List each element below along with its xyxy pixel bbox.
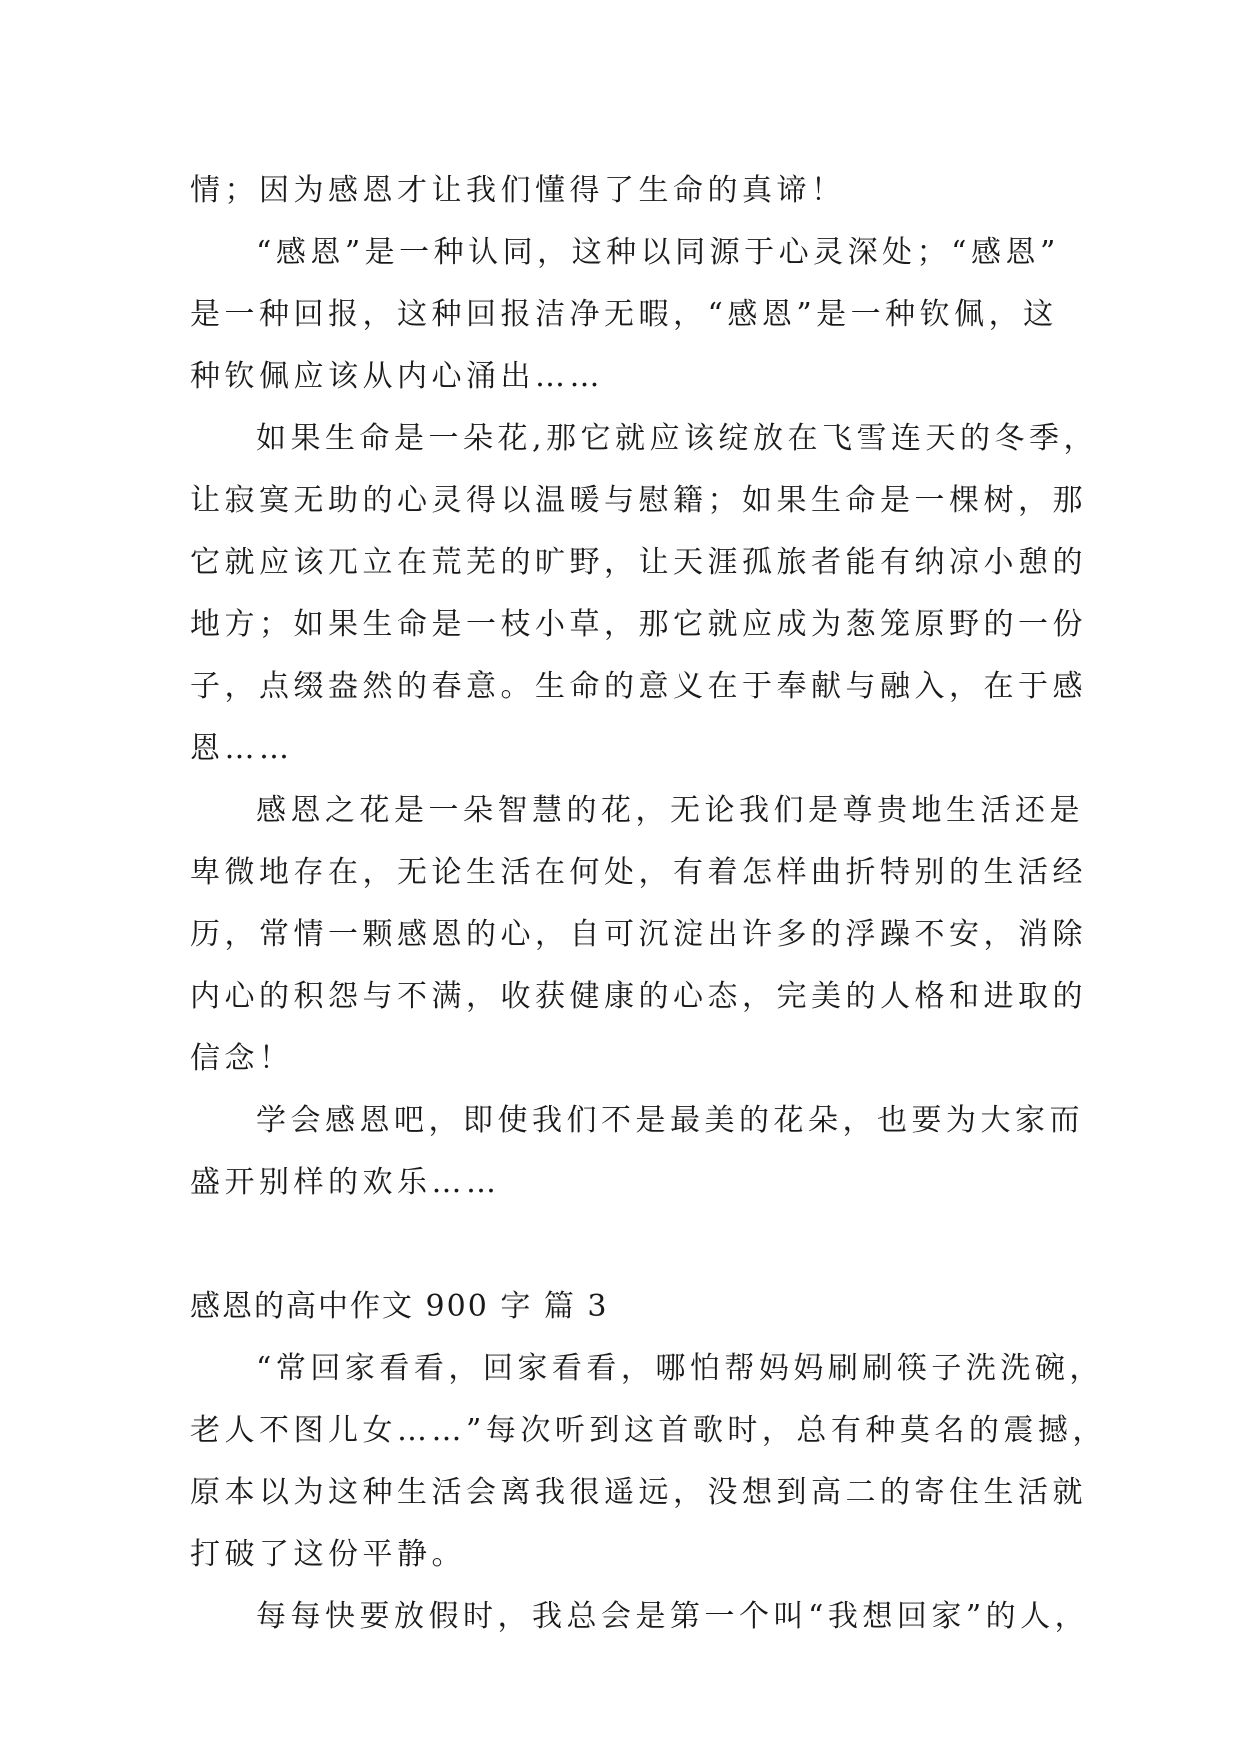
text-line: 是一种回报，这种回报洁净无暇，“感恩”是一种钦佩，这 bbox=[190, 297, 1058, 332]
text-line: 种钦佩应该从内心涌出…… bbox=[190, 359, 604, 394]
text-line: 学会感恩吧，即使我们不是最美的花朵，也要为大家而 bbox=[256, 1103, 1084, 1138]
text-line: 恩…… bbox=[190, 731, 294, 766]
text-line: “感恩”是一种认同，这种以同源于心灵深处；“感恩” bbox=[256, 235, 1060, 270]
text-line: 每每快要放假时，我总会是第一个叫“我想回家”的人， bbox=[256, 1599, 1090, 1634]
text-line: 感恩之花是一朵智慧的花，无论我们是尊贵地生活还是 bbox=[256, 793, 1084, 828]
text-line: 情；因为感恩才让我们懂得了生命的真谛！ bbox=[190, 173, 846, 208]
text-line: 它就应该兀立在荒芜的旷野，让天涯孤旅者能有纳凉小憩的 bbox=[190, 545, 1087, 580]
text-line: 卑微地存在，无论生活在何处，有着怎样曲折特别的生活经 bbox=[190, 855, 1087, 890]
text-line: 内心的积怨与不满，收获健康的心态，完美的人格和进取的 bbox=[190, 979, 1087, 1014]
text-line: 老人不图儿女……”每次听到这首歌时，总有种莫名的震撼， bbox=[190, 1413, 1107, 1448]
text-line: 让寂寞无助的心灵得以温暖与慰籍；如果生命是一棵树，那 bbox=[190, 483, 1087, 518]
document-page bbox=[190, 160, 1107, 1648]
text-line: 如果生命是一朵花,那它就应该绽放在飞雪连天的冬季， bbox=[256, 421, 1099, 456]
text-line: 信念！ bbox=[190, 1041, 294, 1076]
text-line: 地方；如果生命是一枝小草，那它就应成为葱笼原野的一份 bbox=[190, 607, 1087, 642]
section-gap bbox=[190, 1214, 1052, 1276]
text-line: 打破了这份平静。 bbox=[190, 1537, 466, 1572]
section-heading: 感恩的高中作文 900 字 篇 3 bbox=[190, 1289, 609, 1324]
text-line: “常回家看看，回家看看，哪怕帮妈妈刷刷筷子洗洗碗， bbox=[256, 1351, 1104, 1386]
text-line: 盛开别样的欢乐…… bbox=[190, 1165, 501, 1200]
text-line: 子，点缀盎然的春意。生命的意义在于奉献与融入，在于感 bbox=[190, 669, 1087, 704]
text-line: 历，常情一颗感恩的心，自可沉淀出许多的浮躁不安，消除 bbox=[190, 917, 1087, 952]
text-line: 原本以为这种生活会离我很遥远，没想到高二的寄住生活就 bbox=[190, 1475, 1087, 1510]
